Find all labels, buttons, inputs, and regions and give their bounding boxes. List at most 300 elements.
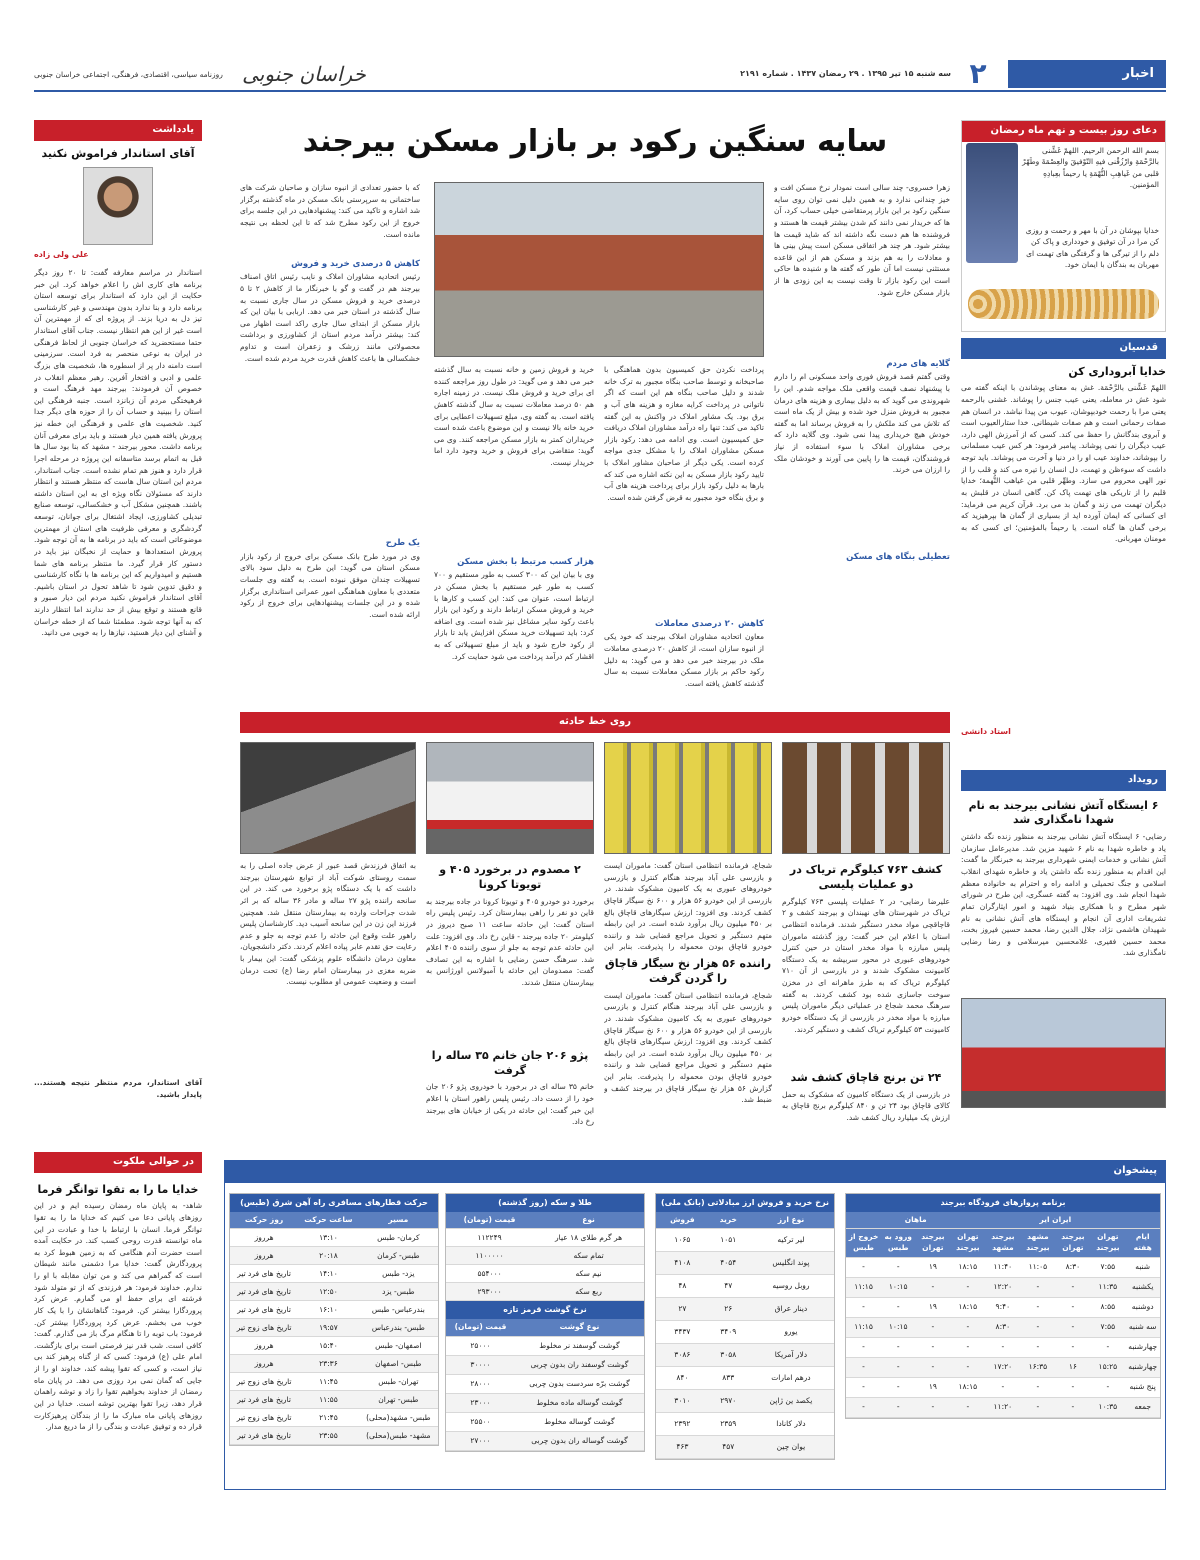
table-row xyxy=(846,1358,1160,1378)
train-cell: مشهد- طبس(محلی) xyxy=(359,1427,438,1445)
article-headline: سایه سنگین رکود بر بازار مسکن بیرجند xyxy=(302,124,888,159)
flights-cell: چهارشنبه xyxy=(1125,1338,1160,1358)
meat-cell: ۲۸۰۰۰ xyxy=(446,1374,515,1393)
flights-cell: - xyxy=(950,1318,985,1338)
currency-cell: ۸۴۰ xyxy=(656,1367,709,1390)
flights-cell: جمعه xyxy=(1125,1398,1160,1418)
flights-cell: - xyxy=(881,1358,915,1378)
flights-cell: - xyxy=(915,1278,950,1298)
flights-col-head: خروج از طبس xyxy=(846,1229,881,1258)
train-cell: تاریخ های فرد تیر xyxy=(230,1427,298,1445)
hadeseh-item-2 xyxy=(604,860,772,1140)
flights-cell: ۱۵:۲۵ xyxy=(1090,1358,1125,1378)
flights-cell: - xyxy=(1020,1298,1055,1318)
flights-cell: ۷:۵۵ xyxy=(1090,1318,1125,1338)
subhead-closures: تعطیلی بنگاه های مسکن xyxy=(846,552,950,563)
currency-cell: ۱۰۶۵ xyxy=(656,1229,709,1252)
currency-cell: ۳۴۳۷ xyxy=(656,1321,709,1344)
prayer-arabic: بسم الله الرحمن الرحیم. اللهمّ غَشِّنی بالرَّحْمَةِ وارْزُقْنی فیهِ التّوْفیقَ والعِصْمَةَ وطَهّرْ قلبی من غَیاهِبِ التُّهْمَةِ یا رحیماً بعِبادِهِ المؤمنین. xyxy=(1022,146,1159,189)
flights-cell: - xyxy=(1090,1338,1125,1358)
train-cell: تاریخ های فرد تیر xyxy=(230,1265,298,1283)
article-col4c-text: وی در مورد طرح بانک مسکن برای خروج از رکود بازار مسکن استان می گوید: این طرح به دلیل سود بالای تسهیلات چندان موفق نبوده است. به گفته وی جلسات متعددی با معاون هماهنگی امور عمرانی استانداری برگزار شده و در این جلسات پیشنهادهایی برای خروج از رکود ارائه شده است. xyxy=(240,551,420,619)
flights-cell: - xyxy=(846,1338,881,1358)
currency-cell: دینار عراق xyxy=(748,1298,834,1321)
section-label xyxy=(1008,60,1166,88)
currency-cell: ۳۰۸۶ xyxy=(656,1344,709,1367)
table-row xyxy=(230,1373,438,1391)
train-col-head: مسیر xyxy=(359,1212,438,1229)
meat-col-head: قیمت (تومان) xyxy=(446,1319,515,1336)
flights-cell: ۱۸:۱۵ xyxy=(950,1298,985,1318)
train-cell: ۲۰:۱۸ xyxy=(298,1247,359,1265)
table-row xyxy=(846,1378,1160,1398)
yaddasht-author: علی ولی زاده xyxy=(34,250,89,260)
gold-cell: ربع سکه xyxy=(533,1283,644,1301)
table-row xyxy=(446,1265,644,1283)
currency-cell: روبل روسیه xyxy=(748,1275,834,1298)
flights-cell: - xyxy=(881,1298,915,1318)
pishkhan-section xyxy=(224,1160,1166,1490)
meat-cell: گوشت گوسفند نر مخلوط xyxy=(515,1336,644,1355)
flights-cell: - xyxy=(915,1358,950,1378)
table-row xyxy=(446,1336,644,1355)
gold-cell: ۵۵۴۰۰۰ xyxy=(446,1265,533,1283)
train-cell: هرروز xyxy=(230,1355,298,1373)
train-cell: یزد- طبس xyxy=(359,1265,438,1283)
flights-cell: ۱۱:۳۵ xyxy=(1090,1278,1125,1298)
gold-table xyxy=(446,1212,644,1302)
table-row xyxy=(230,1337,438,1355)
train-cell: ۱۱:۴۵ xyxy=(298,1373,359,1391)
flights-cell: - xyxy=(881,1378,915,1398)
train-cell: طبس- بندرعباس xyxy=(359,1319,438,1337)
qudsian-section xyxy=(961,338,1166,763)
meat-cell: ۲۵۰۰۰ xyxy=(446,1336,515,1355)
currency-cell: ۲۷ xyxy=(656,1298,709,1321)
flights-cell: - xyxy=(881,1258,915,1278)
hadeseh-item-1 xyxy=(782,860,950,1140)
table-row xyxy=(846,1338,1160,1358)
train-cell: ۱۵:۴۰ xyxy=(298,1337,359,1355)
table-row xyxy=(446,1229,644,1247)
flights-cell: یکشنبه xyxy=(1125,1278,1160,1298)
hadeseh-item-3-title: ۲ مصدوم در برخورد ۴۰۵ و تویوتا کرونا xyxy=(439,863,581,891)
crash-scene-photo xyxy=(240,742,416,854)
hadeseh-item-2-body: شجاع، فرمانده انتظامی استان گفت: ماموران ایست و بازرسی علی آباد بیرجند هنگام کنترل و بازرسی خودروهای عبوری به یک کامیون مشکوک شدند. در بازرسی از این خودرو ۵۶ هزار و ۶۰۰ نخ سیگار قاچاق کشف کردند. وی افزود: ارزش سیگارهای قاچاق بالغ بر ۴۵۰ میلیون ریال برآورد شده است. در این رابطه متهم دستگیر و تحویل مراجع قضایی شد و راننده خودرو قاچاق بودن محموله را پذیرفت. بنابر این xyxy=(604,861,772,952)
flights-cell: - xyxy=(881,1338,915,1358)
train-cell: ۲۳:۳۶ xyxy=(298,1355,359,1373)
table-row xyxy=(846,1258,1160,1278)
flights-cell: - xyxy=(1055,1278,1090,1298)
meat-cell: گوشت گوساله ماده مخلوط xyxy=(515,1393,644,1412)
article-col4-text: که با حضور تعدادی از انبوه سازان و صاحبان شرکت های ساختمانی به سرپرستی بانک مسکن در ماه گذشته برگزار شد اشاره و تاکید می کند: پیشنهادهایی در این جلسه برای خروج از این رکود مطرح شد که تا این لحظه بی نتیجه مانده است. xyxy=(240,183,420,239)
fire-truck-photo xyxy=(961,998,1166,1108)
currency-cell: ۴۰۵۴ xyxy=(709,1252,748,1275)
flights-cell: پنج شنبه xyxy=(1125,1378,1160,1398)
yaddasht-section xyxy=(34,120,202,1140)
train-table-box xyxy=(229,1193,439,1446)
flights-col-head: ورود به طبس xyxy=(881,1229,915,1258)
table-row xyxy=(230,1391,438,1409)
train-cell: تاریخ های زوج تیر xyxy=(230,1409,298,1427)
opium-seizure-photo xyxy=(782,742,950,854)
table-row xyxy=(846,1318,1160,1338)
flights-col-head: ایام هفته xyxy=(1125,1229,1160,1258)
gold-cell: نیم سکه xyxy=(533,1265,644,1283)
meat-title: نرخ گوشت قرمز تازه xyxy=(446,1301,644,1319)
issue-date: سه شنبه ۱۵ تیر ۱۳۹۵ . ۲۹ رمضان ۱۴۳۷ . شماره ۲۱۹۱ xyxy=(740,69,951,78)
flights-col-head: بیرجند تهران xyxy=(1055,1229,1090,1258)
flights-cell: ۱۰:۱۵ xyxy=(881,1318,915,1338)
table-row xyxy=(446,1247,644,1265)
gold-table-box xyxy=(445,1193,645,1452)
article-col1 xyxy=(774,182,950,700)
malakut-body: شاهد- به پایان ماه رمضان رسیده ایم و در این روزهای پایانی دعا می کنیم که خدایا ما را به تقوا توانگر فرما. انسان با ارتباط با خدا و عبادت در این ماه توانسته قدرت روحی کسب کند. در حکایت آمده است حضرت آدم هنگامی که به زمین هبوط کرد به پروردگارش گفت: خدایا مرا دشمنی مانند شیطان است که گمراهم می کند و من توان مقابله با او را ندارم. خداوند فرمود: هر فرزندی که از تو متولد شود فرشته ای برای حفظ او می گمارم. عرض کرد پروردگارا بیشتر کن. فرمود: گناهانشان را با یک کار خوب می بخشم. عرض کرد پروردگارا بیشتر کن. فرمود: باب توبه را تا هنگام مرگ باز می گذارم. گفت: کافی است. شب قدر نیز فرصتی است برای بازگشت. امام علی (ع) فرمود: کسی که از گناه پرهیز کند بی نیاز است، و کسی که تقوا پیشه کند، خداوند او را از جایی که گمان نمی برد روزی می دهد. در پایان ماه رمضان از خداوند بخواهیم تقوا را زاد و توشه راهمان قرار دهد، زیرا تقوا بهترین توشه است. خدایا در این روزهای پایانی ماه مبارک ما را از بندگان پرهیزکارت قرار ده و توفیق عبادت و بندگی را از ما دریغ مدار. xyxy=(34,1201,202,1432)
currency-cell: ۴۸ xyxy=(656,1275,709,1298)
currency-cell: یورو xyxy=(748,1321,834,1344)
rice-bags-photo xyxy=(604,742,772,854)
author-avatar xyxy=(83,167,153,245)
qudsian-author: استاد دانشی xyxy=(961,727,1011,737)
gold-col-head: نوع xyxy=(533,1212,644,1229)
currency-cell: درهم امارات xyxy=(748,1367,834,1390)
flights-blank-head xyxy=(1125,1212,1160,1229)
train-cell: طبس- کرمان xyxy=(359,1247,438,1265)
train-cell: تاریخ های فرد تیر xyxy=(230,1283,298,1301)
table-row xyxy=(230,1283,438,1301)
hadeseh-item-3 xyxy=(426,860,594,1140)
meat-cell: ۲۷۰۰۰ xyxy=(446,1431,515,1450)
flights-cell: ۱۱:۱۵ xyxy=(846,1278,881,1298)
page-number: ۲ xyxy=(969,57,987,90)
currency-col-head: خرید xyxy=(709,1212,748,1229)
train-cell: تاریخ های زوج تیر xyxy=(230,1319,298,1337)
train-cell: ۱۹:۵۷ xyxy=(298,1319,359,1337)
flights-cell: - xyxy=(846,1298,881,1318)
flights-cell: ۱۹ xyxy=(915,1378,950,1398)
flights-cell: ۱۲:۲۰ xyxy=(985,1278,1020,1298)
flights-cell: ۱۰:۳۵ xyxy=(1090,1398,1125,1418)
flights-cell: - xyxy=(1055,1378,1090,1398)
roydad-bar: رویداد xyxy=(961,770,1166,791)
currency-cell: ۳۰۱۰ xyxy=(656,1390,709,1413)
flights-cell: - xyxy=(915,1398,950,1418)
flights-cell: ۱۸:۱۵ xyxy=(950,1378,985,1398)
prayer-title: دعای روز بیست و نهم ماه رمضان xyxy=(962,121,1165,142)
flights-cell: دوشنبه xyxy=(1125,1298,1160,1318)
newspaper-logo: خراسان جنوبی xyxy=(242,62,366,86)
currency-cell: ۱۰۵۱ xyxy=(709,1229,748,1252)
currency-cell: ۴۶۳ xyxy=(656,1436,709,1459)
flights-table xyxy=(846,1212,1160,1419)
malakut-title: خدایا ما را به تقوا توانگر فرما xyxy=(37,1182,199,1196)
housing-complex-photo xyxy=(434,182,764,357)
currency-cell: ۲۶ xyxy=(709,1298,748,1321)
table-row xyxy=(846,1278,1160,1298)
flights-cell: - xyxy=(846,1378,881,1398)
hadeseh-item-3-body: برخورد دو خودرو ۴۰۵ و تویوتا کرونا در جاده بیرجند به قاین دو نفر را راهی بیمارستان کرد. رئیس پلیس راه استان گفت: این حادثه ساعت ۱۱ صبح دیروز در کیلومتر ۲۰ جاده بیرجند - قاین رخ داد. وی افزود: علت این حادثه عدم توجه به جلو از سوی راننده ۴۰۵ اعلام شد. سرهنگ حسن رضایی با اشاره به این تصادف گفت: مصدومان این حادثه با آمبولانس اورژانس به بیمارستان منتقل شدند. xyxy=(426,896,594,988)
table-row xyxy=(230,1319,438,1337)
qudsian-body: اللهمّ غَشِّنی بالرَّحْمَة. غش به معنای پوشاندن با اینکه گفته می شود غش در معامله، یعنی عیب جنس را پوشاند. غشنی بالرحمه یعنی مرا با رحمت خودبپوشان، عیوب من پیدا نباشد. در انسان هم صفات رحمانی است و هم صفات شیطانی. خدا ستارالعیوب است و آبروی بندگانش را حفظ می کند. کسی که از آمرزش الهی دارد، عیب دیگران را نمی پوشاند. پیامبر فرمود: هر کس عیب مسلمانی را بپوشاند، خداوند عیب او را در دنیا و آخرت می پوشاند. باید توجه داشت که سوءظن و تهمت، دل انسان را تیره می کند و قلب را از نور الهی محروم می سازد. وطهِّر قلبی من غیاهب التُّهمة؛ خدایا قلبم را از تاریکی های تهمت پاک کن. گاهی انسان در قلبش به دیگران تهمت می زند و گمان بد می برد. قرآن کریم می فرماید: ای کسانی که ایمان آورده اید از بسیاری از گمان ها بپرهیزید که برخی گمان ها گناه است. یا رحیماً بالمؤمنین؛ ای کسی که به مومنان مهربانی. xyxy=(961,383,1166,544)
meat-col-head: نوع گوشت xyxy=(515,1319,644,1336)
table-row xyxy=(656,1390,834,1413)
table-row xyxy=(846,1398,1160,1418)
train-cell: بندرعباس- طبس xyxy=(359,1301,438,1319)
table-row xyxy=(230,1301,438,1319)
roydad-title: ۶ ایستگاه آتش نشانی بیرجند به نام شهدا نامگذاری شد xyxy=(968,798,1159,827)
flights-cell: - xyxy=(985,1338,1020,1358)
yaddasht-footer: آقای استاندار، مردم منتظر نتیجه هستند... پایدار باشید. xyxy=(34,1077,202,1099)
prayer-box xyxy=(961,120,1166,332)
train-cell: طبس- یزد xyxy=(359,1283,438,1301)
flights-cell: ۱۹ xyxy=(915,1298,950,1318)
flights-cell: - xyxy=(950,1398,985,1418)
hadeseh-bar: روی خط حادثه xyxy=(240,712,950,733)
train-cell: ۱۳:۱۰ xyxy=(298,1229,359,1247)
table-row xyxy=(230,1229,438,1247)
table-row xyxy=(656,1275,834,1298)
flights-cell: - xyxy=(846,1258,881,1278)
currency-cell: ۳۴۰۹ xyxy=(709,1321,748,1344)
train-cell: ۲۳:۵۵ xyxy=(298,1427,359,1445)
flights-cell: ۱۶ xyxy=(1055,1358,1090,1378)
currency-cell: ۲۳۵۹ xyxy=(709,1413,748,1436)
train-cell: طبس- مشهد(محلی) xyxy=(359,1409,438,1427)
hadeseh-item-2-body-extra: شجاع، فرمانده انتظامی استان گفت: ماموران ایست و بازرسی علی آباد بیرجند هنگام کنترل و بازرسی خودروهای عبوری به یک کامیون مشکوک شدند. در بازرسی از این خودرو ۵۶ هزار و ۶۰۰ نخ سیگار قاچاق کشف کردند. وی افزود: ارزش سیگارهای قاچاق بالغ بر ۴۵۰ میلیون ریال برآورد شده است. در این رابطه متهم دستگیر و تحویل مراجع قضایی شد و راننده خودرو قاچاق بودن محموله را پذیرفت. بنابر این گزارش ۵۶ هزار نخ سیگار قاچاق در بیرجند کشف و ضبط شد. xyxy=(604,990,772,1105)
currency-table-box xyxy=(655,1193,835,1460)
pishkhan-bar: پیشخوان xyxy=(225,1161,1165,1183)
flights-cell: - xyxy=(1055,1398,1090,1418)
train-col-head: ساعت حرکت xyxy=(298,1212,359,1229)
article-col2 xyxy=(604,364,764,700)
hadeseh-item-3-body2: خانم ۳۵ ساله ای در برخورد با خودروی پژو ۲۰۶ جان خود را از دست داد. رئیس پلیس راهور استان با اعلام این خبر گفت: این حادثه در یکی از خیابان های بیرجند رخ داد. xyxy=(426,1082,594,1127)
yaddasht-title: آقای استاندار فراموش نکنید xyxy=(41,146,195,160)
train-cell: طبس- تهران xyxy=(359,1391,438,1409)
hadeseh-item-4-body: به اتفاق فرزندش قصد عبور از عرض جاده اصلی را به سمت روستای شوکت آباد از توابع شهرستان بیرجند داشت که با یک دستگاه پژو برخورد می کند. در این سانحه راننده پژو ۲۷ ساله و مادر ۳۶ ساله که بر اثر شدت جراحات وارده به بیمارستان منتقل شد. همچنین فرزند این زن در این سانحه آسیب دید. کارشناسان پلیس راهور علت وقوع این حادثه را عدم توجه به جلو و عدم رعایت حق تقدم عابر پیاده اعلام کردند. دکتر دانشجویان، معاون درمان دانشگاه علوم پزشکی گفت: این بیمار با ضربه مغزی در بیمارستان امام رضا (ع) تحت درمان است و وضعیت عمومی او مطلوب نیست. xyxy=(240,861,416,987)
flights-cell: - xyxy=(915,1338,950,1358)
subhead-plan: یک طرح xyxy=(385,538,420,549)
train-cell: ۱۶:۱۰ xyxy=(298,1301,359,1319)
meat-cell: ۳۰۰۰۰ xyxy=(446,1355,515,1374)
flights-cell: ۱۱:۱۵ xyxy=(846,1318,881,1338)
flights-airline1: ایران ایر xyxy=(985,1212,1125,1229)
currency-cell: یکصد ین ژاپن xyxy=(748,1390,834,1413)
page-header xyxy=(34,58,1166,92)
table-row xyxy=(656,1436,834,1459)
currency-cell: پوند انگلیس xyxy=(748,1252,834,1275)
table-row xyxy=(230,1427,438,1445)
flights-cell: - xyxy=(1055,1318,1090,1338)
train-cell: ۱۲:۵۰ xyxy=(298,1283,359,1301)
flights-cell: ۱۶:۳۵ xyxy=(1020,1358,1055,1378)
prayer-persian: خدایا بپوشان در آن با مهر و رحمت و روزی کن مرا در آن توفیق و خودداری و پاک کن دلم را از تیرگی ها و گرفتگی های تهمت ای مهربان به بندگان با ایمان خود. xyxy=(1025,226,1159,269)
flights-cell: چهارشنبه xyxy=(1125,1358,1160,1378)
flights-cell: - xyxy=(1090,1378,1125,1398)
hadeseh-item-2-title: راننده ۵۶ هزار نخ سیگار قاچاق را گردن گرفت xyxy=(604,957,772,985)
flights-cell: - xyxy=(1055,1298,1090,1318)
flights-cell: - xyxy=(985,1378,1020,1398)
flights-cell: - xyxy=(846,1358,881,1378)
article-col4b-text: رئیس اتحادیه مشاوران املاک و نایب رئیس اتاق اصناف بیرجند هم در گفت و گو با خبرنگار ما از کاهش ۲ تا ۵ درصدی خرید و فروش مسکن در سال جاری نسبت به سال گذشته در استان خبر می دهد. اربابی با بیان این که بازار مسکن از ابتدای سال جاری راکد است اظهار می کند: بیشتر درآمد مردم استان از کشاورزی و برداشت محصولاتی مانند زرشک و زعفران است و تداوم خشکسالی ها باعث کاهش قدرت خرید مردم شده است. xyxy=(240,272,420,363)
yaddasht-bar: یادداشت xyxy=(34,120,202,141)
currency-cell: ۸۳۳ xyxy=(709,1367,748,1390)
article-col4 xyxy=(240,182,420,700)
currency-cell: دلار آمریکا xyxy=(748,1344,834,1367)
train-cell: هرروز xyxy=(230,1337,298,1355)
flights-cell: - xyxy=(950,1338,985,1358)
table-row xyxy=(656,1298,834,1321)
train-title: حرکت قطارهای مسافری راه آهن شرق (طبس) xyxy=(230,1194,438,1212)
subhead-thousand-jobs: هزار کسب مرتبط با بخش مسکن xyxy=(457,557,594,567)
meat-cell: گوشت گوساله مخلوط xyxy=(515,1412,644,1431)
table-row xyxy=(656,1344,834,1367)
train-cell: تاریخ های فرد تیر xyxy=(230,1391,298,1409)
gold-cell: ۱۱۲۲۴۹ xyxy=(446,1229,533,1247)
flights-table-box xyxy=(845,1193,1161,1419)
lantern-ornament-icon xyxy=(966,143,1018,263)
qudsian-bar: قدسیان xyxy=(961,338,1166,359)
currency-cell: ۴۱۰۸ xyxy=(656,1252,709,1275)
currency-cell: ۴۵۷ xyxy=(709,1436,748,1459)
currency-cell: یوان چین xyxy=(748,1436,834,1459)
currency-cell: دلار کانادا xyxy=(748,1413,834,1436)
train-cell: ۱۴:۱۰ xyxy=(298,1265,359,1283)
flights-cell: - xyxy=(881,1398,915,1418)
roydad-body: رضایی- ۶ ایستگاه آتش نشانی بیرجند به منظور زنده نگه داشتن یاد و خاطره شهدا به نام ۶ شهید مزین شد. مدیرعامل سازمان آتش نشانی و خدمات ایمنی شهرداری بیرجند به خبرنگار ما گفت: این اقدام به منظور زنده نگه داشتن یاد و خاطره شهدای انقلاب اسلامی و جنگ تحمیلی و ادامه راه و احترام به خانواده معظم شهدا انجام شد. وی افزود: به گفته عسگری، این طرح در شورای شهر مطرح و با همکاری بنیاد شهید و امور ایثارگران تمام تشریفات اداری آن انجام و ایستگاه های آتش نشانی به نام شهیدان هاشمی نژاد، جلال الدین رضا، محمد حسین فیروز بخت، محمد حسین فقیری، غلامحسین میرسلامی و رضا رضایی نامگذاری شد. xyxy=(961,832,1166,958)
flights-cell: ۸:۳۰ xyxy=(1055,1258,1090,1278)
table-row xyxy=(230,1355,438,1373)
qudsian-title: خدایا آبروداری کن xyxy=(1068,364,1166,378)
table-row xyxy=(656,1252,834,1275)
currency-cell: ۲۹۷۰ xyxy=(709,1390,748,1413)
train-cell: ۲۱:۴۵ xyxy=(298,1409,359,1427)
flights-cell: ۱۱:۰۵ xyxy=(1020,1258,1055,1278)
flights-cell: - xyxy=(1055,1338,1090,1358)
hadeseh-section xyxy=(240,712,950,1142)
malakut-section xyxy=(34,1152,202,1487)
flights-cell: - xyxy=(950,1278,985,1298)
article-col1-text: زهرا خسروی- چند سالی است نمودار نرخ مسکن افت و خیز چندانی ندارد و به همین دلیل نمی توان روی سایه سنگین رکود بر این بازار پرمتقاضی خیلی حساب کرد، آن ها که خریدار نمی دانند کم شدن بیشتر قیمت ها هستند و فروشنده ها هم دست نگه داشته اند که شاید قیمت ها بیشتر شود. هر چند هر اتفاقی مسکن است پیش بینی ها و معادلات را به هم بزند و مسکن هم از این قاعده مستثنی نیست اما آن طور که گفته ها و شنیده ها حاکی است این رکود بازار تا وقت نیست به این زودی ها از بازار مسکن خارج شود. xyxy=(774,183,950,297)
train-col-head: روز حرکت xyxy=(230,1212,298,1229)
article-col3b-text: وی با بیان این که ۳۰۰ کسب به طور مستقیم و ۷۰۰ کسب به طور غیر مستقیم با بخش مسکن در ارتباط است، عنوان می کند: این کسب و کارها با خرید و فروش مسکن ارتباط دارند و رکود این بازار باعث رکود سایر مشاغل نیز شده است. وی اضافه کرد: باید تسهیلات خرید مسکن افزایش یابد تا بازار از رکود خارج شود و باید از مبلغ تسهیلاتی که به اقشار کم درآمد پرداخت می شود حمایت کرد. xyxy=(434,570,594,661)
currency-table xyxy=(656,1212,834,1460)
meat-cell: ۲۳۰۰۰ xyxy=(446,1393,515,1412)
currency-cell: ۳۰۵۸ xyxy=(709,1344,748,1367)
train-cell: اصفهان- طبس xyxy=(359,1337,438,1355)
table-row xyxy=(656,1413,834,1436)
currency-col-head: نوع ارز xyxy=(748,1212,834,1229)
train-cell: تاریخ های فرد تیر xyxy=(230,1301,298,1319)
article-col3 xyxy=(434,364,594,700)
train-cell: تاریخ های زوج تیر xyxy=(230,1373,298,1391)
gold-cell: ۲۹۳۰۰۰ xyxy=(446,1283,533,1301)
flights-cell: - xyxy=(1020,1378,1055,1398)
flights-cell: - xyxy=(1020,1318,1055,1338)
gold-col-head: قیمت (تومان) xyxy=(446,1212,533,1229)
table-row xyxy=(656,1229,834,1252)
table-row xyxy=(446,1431,644,1450)
table-row xyxy=(446,1355,644,1374)
roydad-section xyxy=(961,770,1166,1140)
table-row xyxy=(656,1321,834,1344)
table-row xyxy=(446,1374,644,1393)
section-label-text: اخبار xyxy=(1122,65,1154,81)
main-article xyxy=(240,120,950,704)
meat-table xyxy=(446,1319,644,1451)
flights-cell: ۱۱:۴۰ xyxy=(985,1258,1020,1278)
meat-cell: گوشت گوسفند ران بدون چربی xyxy=(515,1355,644,1374)
train-table xyxy=(230,1212,438,1446)
article-col2-text: پرداخت نکردن حق کمیسیون بدون هماهنگی با صاحبخانه و توسط صاحب بنگاه مجبور به ترک خانه شدند و دلیل صاحب بنگاه هم این است که اگر ناتوانی در پرداخت کرایه مغازه و هزینه های آب و برق بود. یک مشاور املاک در واکنش به این گفته تاکید می کند: تنها راه درآمد مشاوران املاک دریافت حق کمیسیون است. وی ادامه می دهد: رکود بازار مسکن مشاوران املاک را با مشکل جدی مواجه کرده است. یکی دیگر از صاحبان مشاور املاک با تایید رکود بازار مسکن به این نکته اشاره می کند که بارها به دلیل رکود بازار برای پرداخت هزینه های آب و برق بنگاه خود مجبور به قرض گرفتن شده است. xyxy=(604,365,764,502)
table-row xyxy=(230,1409,438,1427)
table-row xyxy=(446,1393,644,1412)
prayer-beads-image xyxy=(968,289,1159,319)
flights-airline2: ماهان xyxy=(846,1212,985,1229)
table-row xyxy=(446,1412,644,1431)
subhead-complaints: گلایه های مردم xyxy=(886,359,950,369)
flights-cell: - xyxy=(950,1358,985,1378)
train-cell: کرمان- طبس xyxy=(359,1229,438,1247)
malakut-bar: در حوالی ملکوت xyxy=(34,1152,202,1173)
gold-cell: تمام سکه xyxy=(533,1247,644,1265)
hadeseh-item-1-body: علیرضا رضایی- در ۲ عملیات پلیسی ۷۶۳ کیلوگرم تریاک در شهرستان های نهبندان و بیرجند کشف و ۲ قاچاقچی مواد مخدر دستگیر شدند. فرمانده انتظامی استان با اعلام این خبر گفت: روز گذشته ماموران پلیس مبارزه با مواد مخدر استان در حین کنترل خودروهای عبوری در محور سربیشه به یک دستگاه کامیونت مشکوک شدند و در بازرسی از آن ۷۱۰ کیلوگرم تریاک که به طرز ماهرانه ای در مخزن سوخت جاسازی شده بود کشف کردند. به گفته سرهنگ محمد شجاع در عملیاتی دیگر ماموران پلیس مبارزه با مواد مخدر در بازرسی از یک دستگاه خودرو کامیونت ۵۳ کیلوگرم تریاک کشف و دستگیر کردند. xyxy=(782,896,950,1034)
flights-cell: ۱۰:۱۵ xyxy=(881,1278,915,1298)
table-row xyxy=(230,1247,438,1265)
gold-title: طلا و سکه (روز گذشته) xyxy=(446,1194,644,1212)
flights-col-head: بیرجند تهران xyxy=(915,1229,950,1258)
flights-col-head: تهران بیرجند xyxy=(950,1229,985,1258)
flights-col-head: تهران بیرجند xyxy=(1090,1229,1125,1258)
flights-cell: ۸:۵۵ xyxy=(1090,1298,1125,1318)
subhead-5-percent: کاهش ۵ درصدی خرید و فروش xyxy=(291,259,420,269)
flights-cell: - xyxy=(1020,1278,1055,1298)
table-row xyxy=(656,1367,834,1390)
train-cell: طبس- اصفهان xyxy=(359,1355,438,1373)
meat-cell: ۲۵۵۰۰ xyxy=(446,1412,515,1431)
newspaper-tagline: روزنامه سیاسی، اقتصادی، فرهنگی، اجتماعی خراسان جنوبی xyxy=(34,70,223,79)
flights-col-head: مشهد بیرجند xyxy=(1020,1229,1055,1258)
article-col2b-text: معاون اتحادیه مشاوران املاک بیرجند که خود یکی از انبوه سازان است، از کاهش ۲۰ درصدی معاملات ملک در بیرجند خبر می دهد و می گوید: به دلیل رکود حاکم بر بازار مسکن معاملات نسبت به سال گذشته کاهش یافته است. xyxy=(604,632,764,688)
currency-col-head: فروش xyxy=(656,1212,709,1229)
flights-cell: ۹:۴۰ xyxy=(985,1298,1020,1318)
flights-cell: ۱۹ xyxy=(915,1258,950,1278)
flights-cell: ۱۷:۲۰ xyxy=(985,1358,1020,1378)
flights-cell: ۱۱:۲۰ xyxy=(985,1398,1020,1418)
train-cell: هرروز xyxy=(230,1229,298,1247)
currency-title: نرخ خرید و فروش ارز مبادلاتی (بانک ملی) xyxy=(656,1194,834,1212)
gold-cell: ۱۱۰۰۰۰۰ xyxy=(446,1247,533,1265)
subhead-20-percent: کاهش ۲۰ درصدی معاملات xyxy=(654,619,764,629)
table-row xyxy=(846,1298,1160,1318)
ambulance-photo xyxy=(426,742,594,854)
article-col1b-text: وقتی گفتم قصد فروش فوری واحد مسکونی ام را دارم با پیشنهاد نصف قیمت واقعی ملک مواجه شدم. این را شهروندی می گوید که به دلیل بیماری و هزینه های درمان مجبور به فروش منزل خود شده و بیش از یک ماه است که تلاش می کند ملکش را به فروش برساند اما به گفته خودش هیچ خریداری پیدا نمی شود. وی گلایه دارد که برخی مشاوران املاک با سوء استفاده از نیاز فروشندگان، قیمت ها را پایین می آورند و خودشان ملک را ارزان می خرند. xyxy=(774,372,950,475)
flights-title: برنامه پروازهای فرودگاه بیرجند xyxy=(846,1194,1160,1212)
flights-cell: - xyxy=(915,1318,950,1338)
hadeseh-item-3-title2: پژو ۲۰۶ جان خانم ۳۵ ساله را گرفت xyxy=(431,1048,589,1077)
table-row xyxy=(446,1283,644,1301)
flights-cell: ۱۸:۱۵ xyxy=(950,1258,985,1278)
flights-cell: سه شنبه xyxy=(1125,1318,1160,1338)
gold-cell: هر گرم طلای ۱۸ عیار xyxy=(533,1229,644,1247)
yaddasht-body: استاندار در مراسم معارفه گفت: تا ۲۰ روز دیگر برنامه های کاری اش را اعلام خواهد کرد. این خبر حکایت از این دارد که استاندار برای توسعه استان برنامه دارد و بنا ندارد بدون مهندسی و غیر کارشناسی تیز دل به دریا بزند. از پروژه ای که از مهمترین آن است غیر از این هم انتظار نیست. جناب آقای استاندار حتما مستحضرید که خراسان جنوبی از لحاظ فرهنگی در ایران به نوعی منحصر به فرد است. سرزمینی است دامنه دار پر از اسطوره ها، شخصیت های بزرگ علمی و ادبی و افتخار آفرین. رهبر معظم انقلاب در خصوص آن فرمودند: بیرجند مهد فرهنگ است و فرهیختگی مردم آن زبانزد است. جنبه فرهنگی این استان را ببینید و حساب آن را از حوزه های دیگر جدا کنید. شخصیت های علمی و فرهنگی این خطه نیز پرورش یافته همین دیار هستند و باید برای معرفی آنان برنامه داشت. محور بیرجند - مشهد که بنا بود سال ها قبل به اتمام برسد متاسفانه این پروژه در مرحله اجرا قرار دارد و هنوز هم تمام نشده است. جناب استاندار، مردم این استان سال هاست که منتظر هستند و انتظار دارند که مسئولان نگاه ویژه ای به این استان داشته باشند. همچنین مشکل آب و خشکسالی، توسعه صنایع تبدیلی کشاورزی، ایجاد اشتغال برای جوانان، توسعه گردشگری و معرفی ظرفیت های استان از مهمترین موضوعاتی است که باید در برنامه ها به آن توجه شود. پرورش استعدادها و حمایت از نخبگان نیز باید در دستور کار قرار گیرد. ما منتظر برنامه های شما هستیم و امیدواریم که این برنامه ها با نگاه کارشناسی و دقیق تدوین شود تا شاهد تحول در استان باشیم. آقای استاندار فراموش نکنید مردم این دیار صبور و قانع هستند و توقع بیش از حد ندارند اما انتظار دارند که به آنها توجه شود. مطمئنا شما که از خطه خراسان و آشنای این دیار هستید، نیازها را به خوبی می دانید. xyxy=(34,267,202,638)
meat-cell: گوشت برّه سردست بدون چربی xyxy=(515,1374,644,1393)
article-col3-text: خرید و فروش زمین و خانه نسبت به سال گذشته خبر می دهد و می گوید: در طول روز مراجعه کننده ای برای خرید و فروش ملک نیست. در زمینه اجاره هم ۵۰ درصد معاملات نسبت به سال گذشته کاهش یافته است. به گفته وی، مبلغ تسهیلات اعطایی برای خرید خانه بالا نیست و این موضوع باعث شده است خریداران کمتر به بازار مسکن مراجعه کنند. وی می گوید: متقاضی برای فروش و خرید وجود دارد اما خریدار نیست. xyxy=(434,365,594,467)
currency-cell: ۲۳۹۲ xyxy=(656,1413,709,1436)
flights-cell: - xyxy=(1020,1338,1055,1358)
flights-cell: ۷:۵۵ xyxy=(1090,1258,1125,1278)
flights-cell: - xyxy=(846,1398,881,1418)
flights-col-head: بیرجند مشهد xyxy=(985,1229,1020,1258)
